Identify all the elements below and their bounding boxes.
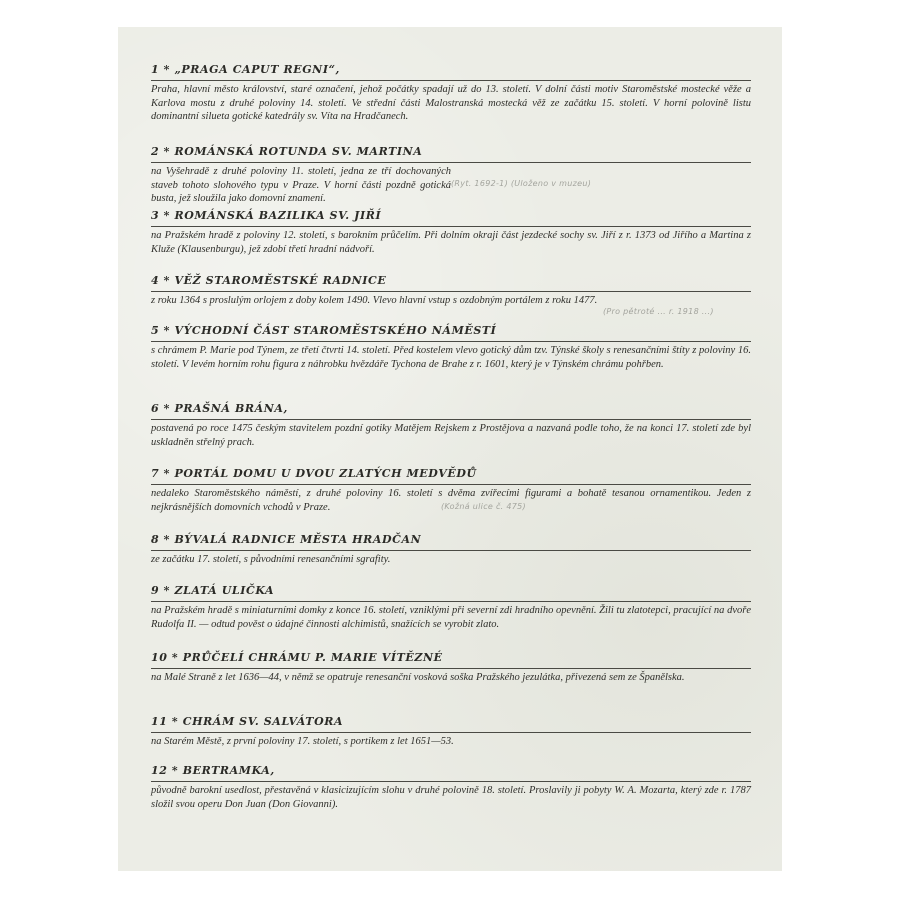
entry-rule (151, 291, 751, 292)
entry-text: ze začátku 17. století, s původními renesančními sgrafity. (151, 554, 391, 565)
handwritten-note: (Kožná ulice č. 475) (441, 502, 526, 511)
entry-rule (151, 419, 751, 420)
document-page (118, 27, 782, 871)
entry-title: 2 * ROMÁNSKÁ ROTUNDA SV. MARTINA (151, 145, 423, 158)
entry-text: na Pražském hradě z poloviny 12. století, s barokním průčelím. Při dolním okraji část jezdecké sochy sv. Jiří z r. 1373 od Jiřího a Martina z Kluže (Klausenburgu), jež zdobí třetí hradní nádvoří. (151, 230, 751, 255)
entry-text: na Pražském hradě s miniaturními domky z konce 16. století, vzniklými při severní zdi hradního opevnění. Žili tu zlatotepci, pracující na dvoře Rudolfa II. — odtud pověst o údajné činnosti alchimistů, snažících se vyrobit zlato. (151, 605, 751, 630)
entry-rule (151, 226, 751, 227)
entry-title: 5 * VÝCHODNÍ ČÁST STAROMĚSTSKÉHO NÁMĚSTÍ (151, 324, 497, 337)
entry-text: z roku 1364 s proslulým orlojem z doby kolem 1490. Vlevo hlavní vstup s ozdobným portálem z roku 1477. (151, 295, 598, 306)
entry-9 (151, 584, 751, 630)
entry-rule (151, 781, 751, 782)
entry-title: 8 * BÝVALÁ RADNICE MĚSTA HRADČAN (151, 533, 422, 546)
entry-text: na Starém Městě, z první poloviny 17. století, s portikem z let 1651—53. (151, 736, 454, 747)
entry-7 (151, 467, 751, 513)
entry-title: 9 * ZLATÁ ULIČKA (151, 584, 275, 597)
handwritten-note: (Ryt. 1692-1) (Uloženo v muzeu) (451, 179, 592, 188)
entry-5 (151, 324, 751, 370)
entry-12 (151, 764, 751, 810)
entry-rule (151, 484, 751, 485)
entry-10 (151, 651, 751, 683)
entry-text: původně barokní usedlost, přestavěná v klasicizujícím slohu v druhé polovině 18. století. Proslavily ji pobyty W. A. Mozarta, který zde r. 1787 složil svou operu Don Juan (Don Giovanni). (151, 785, 751, 810)
entry-text: Praha, hlavní město království, staré označení, jehož počátky spadají už do 13. století. V dolní části motiv Staroměstské mostecké věže a Karlova mostu z druhé poloviny 14. století. Ve střední části Malostranská mostecká věž ze začátku 15. století. V horní polovině listu dominantní silueta gotické katedrály sv. Víta na Hradčanech. (151, 84, 751, 122)
entry-rule (151, 668, 751, 669)
handwritten-note: (Pro pětroté ... r. 1918 ...) (603, 307, 714, 316)
entry-4 (151, 274, 751, 316)
entry-title: 11 * CHRÁM SV. SALVÁTORA (151, 715, 344, 728)
entry-text: na Malé Straně z let 1636—44, v němž se opatruje renesanční vosková soška Pražského jezulátka, přivezená sem ze Španělska. (151, 672, 685, 683)
entry-rule (151, 732, 751, 733)
entry-title: 6 * PRAŠNÁ BRÁNA, (151, 402, 288, 415)
entry-title: 4 * VĚŽ STAROMĚSTSKÉ RADNICE (151, 274, 387, 287)
entry-text: na Vyšehradě z druhé poloviny 11. století, jedna ze tří dochovaných staveb tohoto slohového typu v Praze. V horní části pozdně gotická busta, jež sloužila jako domovní znamení. (151, 166, 451, 204)
entry-rule (151, 341, 751, 342)
entry-3 (151, 209, 751, 255)
entry-1 (151, 63, 751, 122)
entry-6 (151, 402, 751, 448)
entry-title: 3 * ROMÁNSKÁ BAZILIKA SV. JIŘÍ (151, 209, 382, 222)
entry-8 (151, 533, 751, 565)
entry-title: 1 * „PRAGA CAPUT REGNI“, (151, 63, 340, 76)
entry-text: postavená po roce 1475 českým stavitelem pozdní gotiky Matějem Rejskem z Prostějova a nazvaná podle toho, že na konci 17. století zde byl uskladněn střelný prach. (151, 423, 751, 448)
entry-text: s chrámem P. Marie pod Týnem, ze třetí čtvrti 14. století. Před kostelem vlevo gotický dům tzv. Týnské školy s renesančními štíty z poloviny 16. století. V levém horním rohu figura z náhrobku hvězdáře Tychona de Brahe z r. 1601, který je v Týnském chrámu pohřben. (151, 345, 751, 370)
entry-rule (151, 162, 751, 163)
entry-text: nedaleko Staroměstského náměstí, z druhé poloviny 16. století s dvěma zvířecími figurami a bohatě tesanou ornamentikou. Jeden z nejkrásnějších domovních vchodů v Praze. (151, 488, 751, 513)
entry-11 (151, 715, 751, 747)
entry-title: 10 * PRŮČELÍ CHRÁMU P. MARIE VÍTĚZNÉ (151, 651, 443, 664)
entry-title: 7 * PORTÁL DOMU U DVOU ZLATÝCH MEDVĚDŮ (151, 467, 477, 480)
entry-2 (151, 145, 751, 204)
entry-rule (151, 80, 751, 81)
entry-rule (151, 550, 751, 551)
entry-title: 12 * BERTRAMKA, (151, 764, 275, 777)
entry-rule (151, 601, 751, 602)
